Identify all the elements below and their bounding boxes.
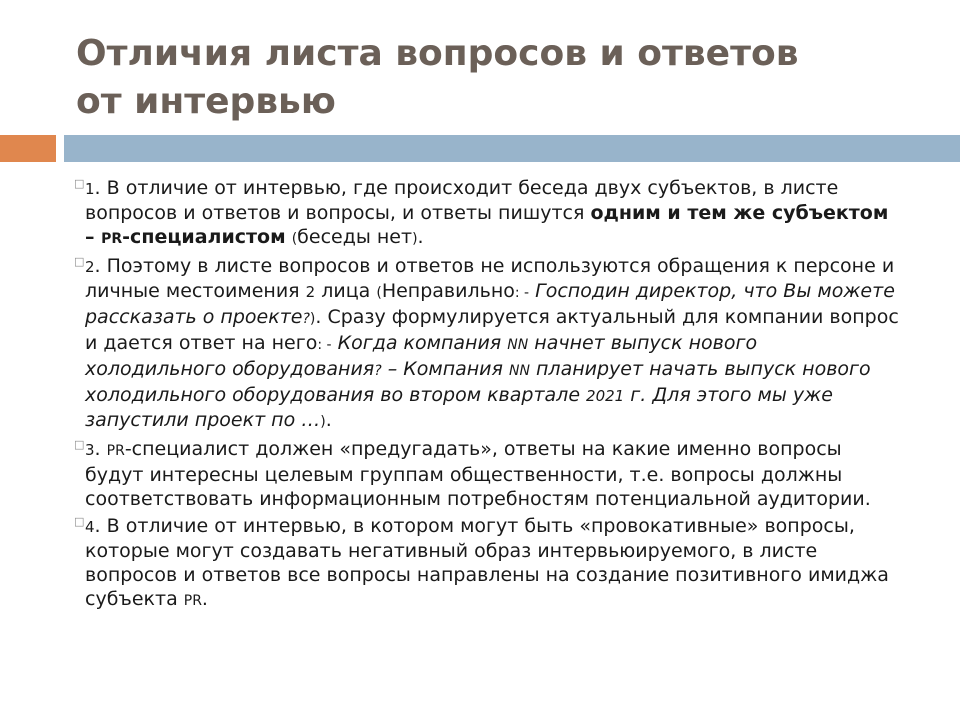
accent-bar-orange: [0, 135, 56, 162]
year: 2021: [586, 387, 625, 405]
question-mark: ?: [302, 311, 310, 327]
slide-body: [74, 176, 904, 616]
question-mark: ?: [374, 363, 382, 379]
text: . Поэтому в листе вопросов и ответов не используются обращения к персоне и личные местоимения: [85, 255, 895, 302]
colon-dash: : -: [514, 285, 530, 301]
text: . В отличие от интервью, в котором могут быть «провокативные» вопросы, которые могут создавать негативный образ интервьюируемого, в листе вопросов и ответов все вопросы направлены на создание позитивного имиджа субъекта: [85, 515, 889, 610]
accent-bar-blue: [64, 135, 960, 162]
square-bullet-icon: □: [74, 255, 85, 268]
italic-example: Господин директор, что Вы можете рассказать о проекте: [85, 280, 895, 328]
italic-example: начнет выпуск нового холодильного оборудования: [85, 332, 758, 380]
colon-dash: : -: [317, 337, 332, 353]
text: беседы нет: [297, 226, 413, 248]
text: . В отличие от интервью, где происходит беседа двух субъектов, в листе вопросов и ответов и вопросы, и ответы пишутся: [85, 177, 839, 224]
pr-abbreviation: PR: [101, 231, 123, 247]
paragraph-4: [74, 514, 904, 613]
pr-abbreviation: PR: [106, 443, 125, 459]
italic-example: планирует начать выпуск нового холодильного оборудования во втором квартале: [85, 358, 871, 406]
text: . Сразу формулируется актуальный для компании вопрос и дается ответ на него: [85, 306, 899, 354]
paragraph-number: 2: [85, 258, 95, 276]
paragraph-1: [74, 176, 904, 251]
title-line-2: от интервью: [76, 81, 336, 122]
text: .: [201, 588, 208, 610]
text: .: [325, 409, 332, 431]
italic-example: – Компания: [381, 358, 510, 380]
title-line-1: Отличия листа вопросов и ответов: [76, 33, 799, 74]
text: .: [94, 438, 107, 460]
text: Неправильно: [381, 280, 515, 302]
square-bullet-icon: □: [74, 177, 85, 190]
bold-text: -специалистом: [122, 226, 286, 248]
paren-close: ): [412, 231, 418, 247]
number: 2: [305, 283, 316, 301]
square-bullet-icon: □: [74, 438, 85, 451]
company-abbreviation: NN: [507, 337, 529, 353]
company-abbreviation: NN: [509, 363, 530, 379]
paren-open: (: [291, 231, 298, 247]
bold-text: одним и тем же субъектом –: [85, 202, 889, 248]
italic-example: Когда компания: [331, 332, 508, 354]
pr-abbreviation: PR: [183, 593, 202, 609]
slide-title: [76, 30, 916, 126]
paragraph-3: [74, 437, 904, 511]
paragraph-2: [74, 254, 904, 434]
paren-close: ): [309, 311, 316, 327]
text: -специалист должен «предугадать», ответы на какие именно вопросы будут интересны целевым группам общественности, т.е. вопросы должны соответствовать информационным потребностям потенциальной аудитории.: [85, 438, 871, 510]
italic-example: г. Для этого мы уже запустили проект по …: [85, 384, 833, 431]
paragraph-number: 1: [85, 180, 95, 198]
paragraph-number: 4: [85, 518, 95, 536]
paren-open: (: [376, 285, 382, 301]
paren-close: ): [320, 414, 326, 430]
text: лица: [315, 280, 377, 302]
text: .: [417, 226, 424, 248]
square-bullet-icon: □: [74, 515, 85, 528]
paragraph-number: 3: [85, 441, 95, 459]
